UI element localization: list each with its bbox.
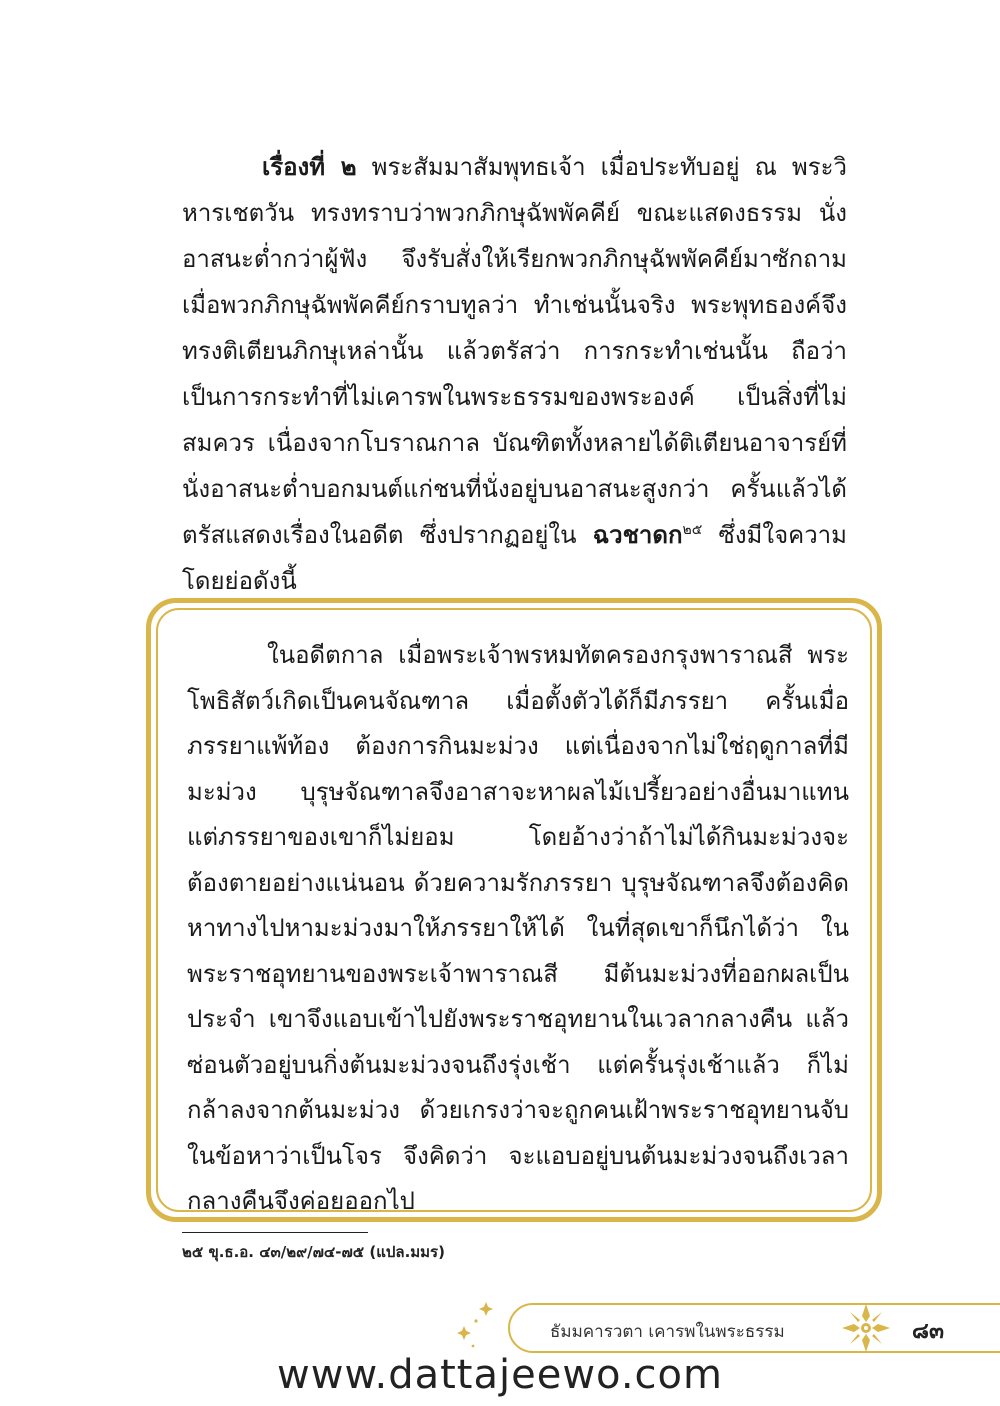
story-paragraph: ในอดีตกาล เมื่อพระเจ้าพรหมทัตครองกรุงพาราณสี พระโพธิสัตว์เกิดเป็นคนจัณฑาล เมื่อตั้งตัวได้ก็มีภรรยา ครั้นเมื่อภรรยาแพ้ท้อง ต้องการกินมะม่วง แต่เนื่องจากไม่ใช่ฤดูกาลที่มีมะม่วง บุรุษจัณฑาลจึงอาสาจะหาผลไม้เปรี้ยวอย่างอื่นมาแทน แต่ภรรยาของเขาก็ไม่ยอม โดยอ้างว่าถ้าไม่ได้กินมะม่วงจะต้องตายอย่างแน่นอน ด้วยความรักภรรยา บุรุษจัณฑาลจึงต้องคิดหาทางไปหามะม่วงมาให้ภรรยาให้ได้ ในที่สุดเขาก็นึกได้ว่า ในพระราชอุทยานของพระเจ้าพาราณสี มีต้นมะม่วงที่ออกผลเป็นประจำ เขาจึงแอบเข้าไปยังพระราชอุทยานในเวลากลางคืน แล้วซ่อนตัวอยู่บนกิ่งต้นมะม่วงจนถึงรุ่งเช้า แต่ครั้นรุ่งเช้าแล้ว ก็ไม่กล้าลงจากต้นมะม่วง ด้วยเกรงว่าจะถูกคนเฝ้าพระราชอุทยานจับในข้อหาว่าเป็นโจร จึงคิดว่า จะแอบอยู่บนต้นมะม่วงจนถึงเวลากลางคืนจึงค่อยออกไป <box>187 641 849 1215</box>
website-watermark: www.dattajeewo.com <box>277 1352 723 1398</box>
page-number: ๘๓ <box>912 1319 945 1344</box>
intro-text-part2: ซึ่งมีใจความโดยย่อดังนี้ <box>182 521 847 595</box>
jataka-title: ฉวชาดก <box>592 521 683 549</box>
intro-paragraph <box>182 144 847 604</box>
footnote-reference[interactable]: ๒๕ <box>682 522 703 538</box>
story-frame <box>146 598 882 1222</box>
footer-book-title: ธัมมคารวตา เคารพในพระธรรม <box>550 1322 785 1342</box>
footnote-text: ๒๕ ขุ.ธ.อ. ๔๓/๒๙/๗๔-๗๕ (แปล.มมร) <box>182 1243 445 1261</box>
left-flower-ornament-icon <box>446 1296 506 1356</box>
intro-section <box>182 144 847 604</box>
story-body <box>187 633 849 1225</box>
right-flower-ornament-icon <box>838 1300 894 1356</box>
footnote-divider <box>182 1232 368 1233</box>
intro-text-part1: พระสัมมาสัมพุทธเจ้า เมื่อประทับอยู่ ณ พระวิหารเชตวัน ทรงทราบว่าพวกภิกษุฉัพพัคคีย์ ขณะแสดงธรรม นั่งอาสนะต่ำกว่าผู้ฟัง จึงรับสั่งให้เรียกพวกภิกษุฉัพพัคคีย์มาซักถาม เมื่อพวกภิกษุฉัพพัคคีย์กราบทูลว่า ทำเช่นนั้นจริง พระพุทธองค์จึงทรงติเตียนภิกษุเหล่านั้น แล้วตรัสว่า การกระทำเช่นนั้น ถือว่าเป็นการกระทำที่ไม่เคารพในพระธรรมของพระองค์ เป็นสิ่งที่ไม่สมควร เนื่องจากโบราณกาล บัณฑิตทั้งหลายได้ติเตียนอาจารย์ที่นั่งอาสนะต่ำบอกมนต์แก่ชนที่นั่งอยู่บนอาสนะสูงกว่า ครั้นแล้วได้ตรัสแสดงเรื่องในอดีต ซึ่งปรากฏอยู่ใน <box>182 153 847 549</box>
story-heading: เรื่องที่ ๒ <box>262 153 357 181</box>
